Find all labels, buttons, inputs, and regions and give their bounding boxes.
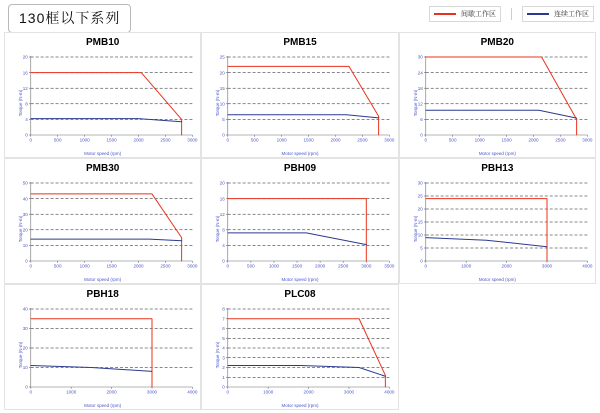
y-axis-label: Torque (N·m) <box>215 89 221 117</box>
legend-label-intermittent: 间歇工作区 <box>461 11 496 18</box>
svg-text:12: 12 <box>417 101 423 107</box>
svg-text:0: 0 <box>29 389 33 395</box>
svg-text:3000: 3000 <box>361 263 372 269</box>
plot-area <box>202 49 397 157</box>
chart-cell-plc08 <box>201 284 398 410</box>
svg-text:500: 500 <box>448 137 457 143</box>
legend <box>429 6 594 22</box>
svg-text:4: 4 <box>222 345 226 351</box>
legend-line-continuous <box>527 13 549 15</box>
svg-text:0: 0 <box>226 137 230 143</box>
svg-text:16: 16 <box>22 70 28 76</box>
svg-text:500: 500 <box>53 137 62 143</box>
plot-area <box>400 49 595 157</box>
svg-text:2500: 2500 <box>338 263 349 269</box>
svg-text:4: 4 <box>25 117 28 123</box>
svg-text:3000: 3000 <box>344 389 355 395</box>
svg-text:500: 500 <box>251 137 259 143</box>
y-axis-label: Torque (N·m) <box>215 341 221 369</box>
svg-text:3000: 3000 <box>187 263 198 269</box>
svg-text:2000: 2000 <box>330 137 341 143</box>
plot-svg <box>202 175 397 283</box>
chart-cell-pmb30 <box>4 158 201 284</box>
svg-text:0: 0 <box>25 384 28 390</box>
legend-divider <box>511 8 512 20</box>
chart-cell-pmb15 <box>201 32 398 158</box>
svg-text:10: 10 <box>22 365 28 371</box>
svg-text:15: 15 <box>417 219 423 225</box>
svg-text:1000: 1000 <box>263 389 274 395</box>
svg-text:10: 10 <box>220 101 226 107</box>
chart-cell-pmb20 <box>399 32 596 158</box>
chart-cell-pbh18 <box>4 284 201 410</box>
y-axis-label: Torque (N·m) <box>17 215 23 243</box>
chart-title: PMB20 <box>480 37 514 48</box>
svg-text:1500: 1500 <box>292 263 303 269</box>
svg-text:40: 40 <box>22 196 28 202</box>
svg-text:2: 2 <box>222 365 226 371</box>
chart-title: PLC08 <box>284 289 316 300</box>
series-line <box>228 366 386 377</box>
chart-cell-empty <box>399 284 596 410</box>
chart-title: PBH18 <box>86 289 119 300</box>
sheet-header <box>0 0 600 30</box>
plot-svg <box>5 49 200 157</box>
legend-item-intermittent <box>429 6 501 22</box>
svg-text:7: 7 <box>222 316 226 322</box>
svg-text:1000: 1000 <box>474 137 485 143</box>
x-axis-label: Motor speed (rpm) <box>84 403 122 408</box>
svg-text:20: 20 <box>417 206 423 212</box>
chart-title: PBH09 <box>283 163 317 174</box>
legend-label-continuous: 连续工作区 <box>554 11 589 18</box>
svg-text:1000: 1000 <box>276 137 288 143</box>
svg-text:10: 10 <box>22 243 28 249</box>
svg-text:0: 0 <box>29 137 33 143</box>
page-title: 130框以下系列 <box>8 4 131 33</box>
svg-text:8: 8 <box>25 101 28 107</box>
x-axis-label: Motor speed (rpm) <box>281 277 319 282</box>
svg-text:1500: 1500 <box>303 137 314 143</box>
svg-text:30: 30 <box>417 54 423 60</box>
y-axis-label: Torque (N·m) <box>412 215 418 243</box>
svg-text:40: 40 <box>22 306 28 312</box>
svg-text:1000: 1000 <box>269 263 280 269</box>
series-line <box>31 119 182 122</box>
svg-text:3: 3 <box>222 355 226 361</box>
svg-text:0: 0 <box>424 137 427 143</box>
svg-text:500: 500 <box>247 263 255 269</box>
svg-text:8: 8 <box>222 227 226 233</box>
svg-text:0: 0 <box>226 263 230 269</box>
svg-text:500: 500 <box>53 263 62 269</box>
svg-text:2000: 2000 <box>133 263 144 269</box>
svg-text:30: 30 <box>22 326 28 332</box>
svg-text:2500: 2500 <box>357 137 368 143</box>
svg-text:1500: 1500 <box>106 137 117 143</box>
chart-cell-pbh09 <box>201 158 398 284</box>
y-axis-label: Torque (N·m) <box>215 215 221 243</box>
legend-item-continuous <box>522 6 594 22</box>
x-axis-label: Motor speed (rpm) <box>281 151 319 156</box>
plot-svg <box>202 301 397 409</box>
series-line <box>228 115 379 118</box>
x-axis-label: Motor speed (rpm) <box>84 151 122 156</box>
x-axis-label: Motor speed (rpm) <box>478 277 516 282</box>
svg-text:30: 30 <box>22 211 28 217</box>
y-axis-label: Torque (N·m) <box>17 341 23 369</box>
svg-text:0: 0 <box>424 263 427 269</box>
svg-text:2000: 2000 <box>501 263 512 269</box>
svg-text:3500: 3500 <box>384 263 395 269</box>
chart-title: PMB15 <box>283 37 317 48</box>
svg-text:3000: 3000 <box>146 389 158 395</box>
svg-text:2000: 2000 <box>303 389 314 395</box>
svg-text:1500: 1500 <box>106 263 117 269</box>
x-axis-label: Motor speed (rpm) <box>478 151 516 156</box>
svg-text:0: 0 <box>25 132 28 138</box>
x-axis-label: Motor speed (rpm) <box>281 403 319 408</box>
svg-text:2500: 2500 <box>160 263 171 269</box>
series-line <box>31 319 152 387</box>
svg-text:1000: 1000 <box>460 263 471 269</box>
svg-text:0: 0 <box>222 258 226 264</box>
svg-text:0: 0 <box>419 258 423 264</box>
series-line <box>425 199 546 261</box>
plot-area <box>5 301 200 409</box>
series-line <box>228 233 367 245</box>
plot-svg <box>202 49 397 157</box>
svg-text:18: 18 <box>417 85 423 91</box>
series-line <box>425 110 576 118</box>
svg-text:8: 8 <box>222 306 226 312</box>
svg-text:15: 15 <box>220 85 226 91</box>
chart-title: PMB30 <box>85 163 120 174</box>
y-axis-label: Torque (N·m) <box>412 89 418 117</box>
svg-text:4000: 4000 <box>384 389 395 395</box>
svg-text:2000: 2000 <box>528 137 539 143</box>
svg-text:25: 25 <box>220 54 226 60</box>
plot-svg <box>400 175 595 283</box>
svg-text:5: 5 <box>419 245 423 251</box>
svg-text:20: 20 <box>220 180 226 186</box>
svg-text:0: 0 <box>419 132 423 138</box>
chart-title: PMB10 <box>85 37 120 48</box>
plot-area <box>202 175 397 283</box>
svg-text:50: 50 <box>22 180 28 186</box>
chart-grid <box>4 32 596 410</box>
svg-text:6: 6 <box>222 326 226 332</box>
svg-text:2000: 2000 <box>106 389 117 395</box>
plot-svg <box>400 49 595 157</box>
svg-text:0: 0 <box>222 132 226 138</box>
svg-text:1000: 1000 <box>66 389 77 395</box>
svg-text:4000: 4000 <box>187 389 198 395</box>
svg-text:0: 0 <box>226 389 230 395</box>
series-line <box>31 194 182 261</box>
svg-text:3000: 3000 <box>384 137 395 143</box>
series-line <box>31 239 182 241</box>
chart-cell-pbh13 <box>399 158 596 284</box>
svg-text:2500: 2500 <box>160 137 171 143</box>
svg-text:3000: 3000 <box>187 137 198 143</box>
svg-text:1000: 1000 <box>79 137 90 143</box>
svg-text:2000: 2000 <box>315 263 326 269</box>
svg-text:20: 20 <box>22 227 28 233</box>
plot-area <box>202 301 397 409</box>
plot-svg <box>5 175 200 283</box>
svg-text:30: 30 <box>417 180 423 186</box>
svg-text:6: 6 <box>419 117 423 123</box>
series-line <box>31 366 152 372</box>
svg-text:5: 5 <box>222 117 226 123</box>
svg-text:4000: 4000 <box>581 263 593 269</box>
svg-text:12: 12 <box>220 211 226 217</box>
svg-text:1: 1 <box>222 374 226 380</box>
svg-text:1000: 1000 <box>79 263 90 269</box>
svg-text:2000: 2000 <box>133 137 144 143</box>
legend-line-intermittent <box>434 13 456 15</box>
plot-area <box>5 175 200 283</box>
series-line <box>228 319 386 387</box>
svg-text:2500: 2500 <box>555 137 566 143</box>
svg-text:20: 20 <box>22 345 28 351</box>
svg-text:0: 0 <box>25 258 28 264</box>
plot-svg <box>5 301 200 409</box>
svg-text:1500: 1500 <box>501 137 512 143</box>
svg-text:12: 12 <box>22 85 28 91</box>
y-axis-label: Torque (N·m) <box>17 89 23 117</box>
plot-area <box>400 175 595 283</box>
x-axis-label: Motor speed (rpm) <box>84 277 122 282</box>
svg-text:0: 0 <box>222 384 226 390</box>
svg-text:20: 20 <box>220 70 226 76</box>
svg-text:4: 4 <box>222 243 226 249</box>
svg-text:25: 25 <box>417 193 423 199</box>
svg-text:5: 5 <box>222 335 226 341</box>
svg-text:24: 24 <box>417 70 423 76</box>
series-line <box>228 66 379 135</box>
chart-cell-pmb10 <box>4 32 201 158</box>
series-line <box>425 238 546 247</box>
series-line <box>425 57 576 135</box>
svg-text:0: 0 <box>29 263 33 269</box>
svg-text:3000: 3000 <box>581 137 593 143</box>
chart-title: PBH13 <box>481 163 514 174</box>
svg-text:16: 16 <box>220 196 226 202</box>
plot-area <box>5 49 200 157</box>
svg-text:10: 10 <box>417 232 423 238</box>
svg-text:20: 20 <box>22 54 28 60</box>
svg-text:3000: 3000 <box>541 263 552 269</box>
